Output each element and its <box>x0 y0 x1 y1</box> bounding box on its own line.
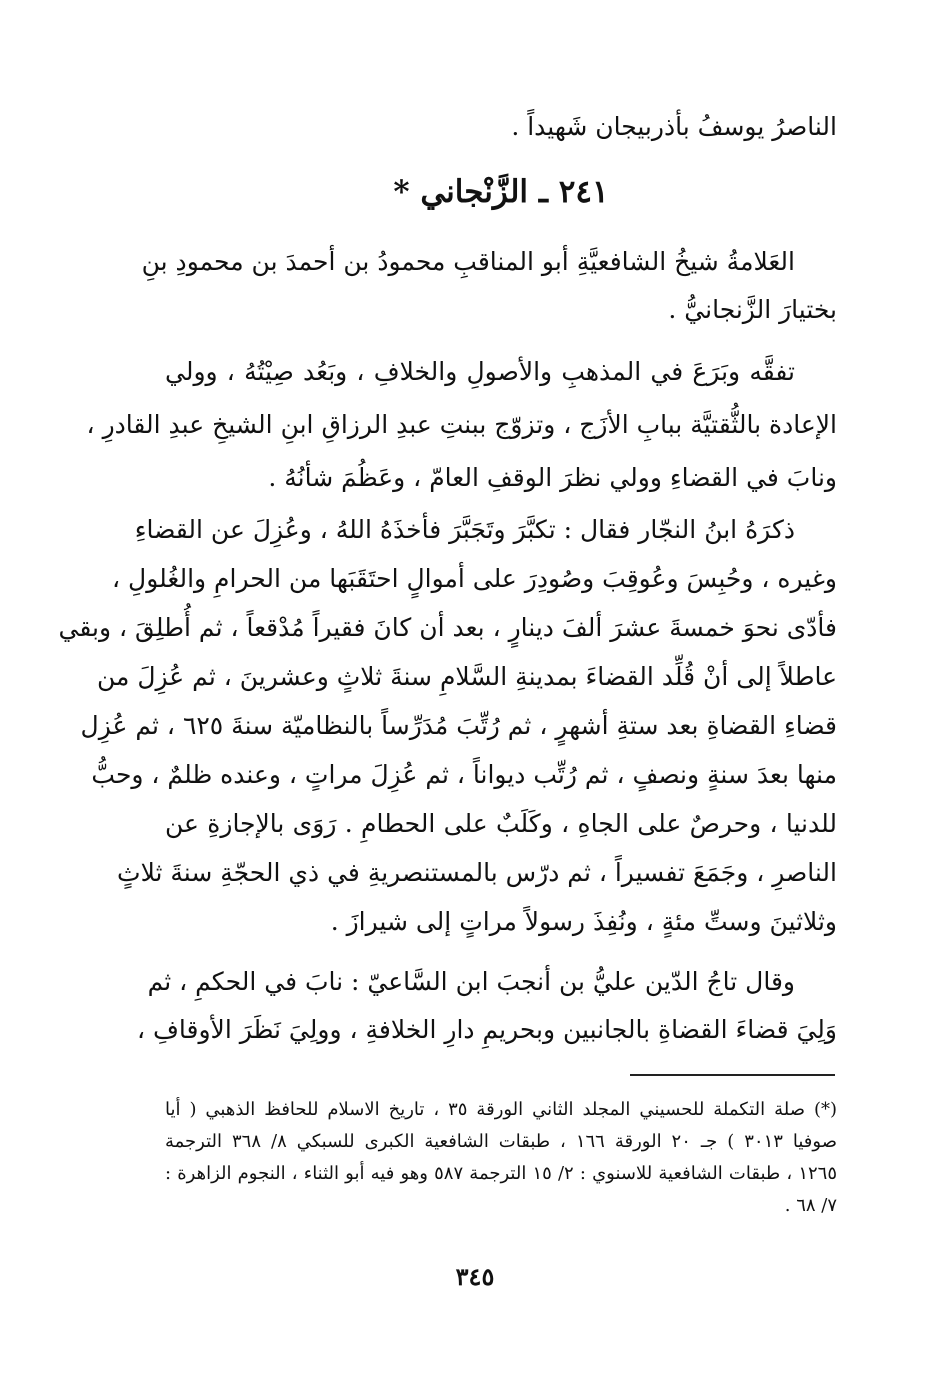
text-line: عاطلاً إلى أنْ قُلِّد القضاءَ بمدينةِ السَّلامِ سنةَ ثلاثٍ وعشرينَ ، ثم عُزِلَ من <box>96 662 837 691</box>
text-line: فأدّى نحوَ خمسةَ عشرَ ألفَ دينارٍ ، بعد أن كانَ فقيراً مُدْقعاً ، ثم أُطلِقَ ، وبقي <box>58 613 837 642</box>
text-line: للدنيا ، وحرصٌ على الجاهِ ، وكَلَبٌ على الحطامِ . رَوَى بالإجازةِ عن <box>165 809 837 838</box>
footnote-line: صوفيا ٣٠١٣ ) جـ ٢٠ الورقة ١٦٦ ، طبقات الشافعية الكبرى للسبكي ٨/ ٣٦٨ الترجمة <box>165 1131 837 1152</box>
paragraph-1 <box>141 242 837 330</box>
page-number: ٣٤٥ <box>455 1262 495 1291</box>
footnote-rule <box>630 1074 835 1076</box>
text-line: ذكرَهُ ابنُ النجّار فقال : تكبَّرَ وتَجَبَّرَ فأخذَهُ اللهُ ، وعُزِلَ عن القضاءِ <box>134 515 795 544</box>
paragraph-3 <box>58 510 837 951</box>
text-line: ونابَ في القضاءِ وولي نظرَ الوقفِ العامّ ، وعَظُمَ شأنُهُ . <box>268 463 837 492</box>
entry-title: ٢٤١ ـ الزَّنْجاني * <box>393 174 609 210</box>
text-line: تفقَّه وبَرَعَ في المذهبِ والأصولِ والخلافِ ، وبَعُد صِيْتُهُ ، وولي <box>165 357 795 386</box>
text-line: العَلامةُ شيخُ الشافعيَّةِ أبو المناقبِ محمودُ بن أحمدَ بن محمودِ بنِ <box>141 247 795 276</box>
footnote <box>165 1095 837 1223</box>
footnote-line: (*) صلة التكملة للحسيني المجلد الثاني الورقة ٣٥ ، تاريخ الاسلام للحافظ الذهبي ( أيا <box>165 1099 837 1120</box>
carryover-text <box>165 112 837 141</box>
text-line: وَلِيَ قضاءَ القضاةِ بالجانبين وبحريمِ دارِ الخلافةِ ، وولِيَ نَظَرَ الأوقافِ ، <box>136 1015 837 1044</box>
footnote-line: ٧/ ٦٨ . <box>784 1195 837 1216</box>
carryover-line: الناصرُ يوسفُ بأذربيجان شَهيداً . <box>511 112 837 141</box>
text-line: وثلاثينَ وستِّ مئةٍ ، ونُفِذَ رسولاً مراتٍ إلى شيرازَ . <box>330 907 837 936</box>
text-line: وقال تاجُ الدّين عليُّ بن أنجبَ ابن السَّاعيّ : نابَ في الحكمِ ، ثم <box>147 967 795 996</box>
paragraph-2 <box>86 352 837 511</box>
text-line: الإعادة بالثُّقتيَّة ببابِ الأزَج ، وتزوّج ببنتِ عبدِ الرزاقِ ابنِ الشيخِ عبدِ القادرِ ، <box>86 410 837 439</box>
paragraph-4 <box>136 962 837 1058</box>
text-line: منها بعدَ سنةٍ ونصفٍ ، ثم رُتِّب ديواناً ، ثم عُزِلَ مراتٍ ، وعنده ظلمٌ ، وحبُّ <box>91 760 837 789</box>
text-line: وغيره ، وحُبِسَ وعُوقِبَ وصُودِرَ على أموالٍ احتَقَبَها من الحرامِ والغُلولِ ، <box>112 564 837 593</box>
text-line: بختيارَ الزَّنجانيُّ . <box>668 295 837 324</box>
text-line: الناصرِ ، وجَمَعَ تفسيراً ، ثم درّس بالمستنصريةِ في ذي الحجّةِ سنةَ ثلاثٍ <box>117 858 837 887</box>
text-line: قضاءِ القضاةِ بعد ستةِ أشهرٍ ، ثم رُتِّبَ مُدَرِّساً بالنظاميّة سنةَ ٦٢٥ ، ثم عُزِل <box>80 711 837 740</box>
footnote-line: ١٢٦٥ ، طبقات الشافعية للاسنوي : ٢/ ١٥ الترجمة ٥٨٧ وهو فيه أبو الثناء ، النجوم الزاهرة : <box>165 1163 837 1184</box>
